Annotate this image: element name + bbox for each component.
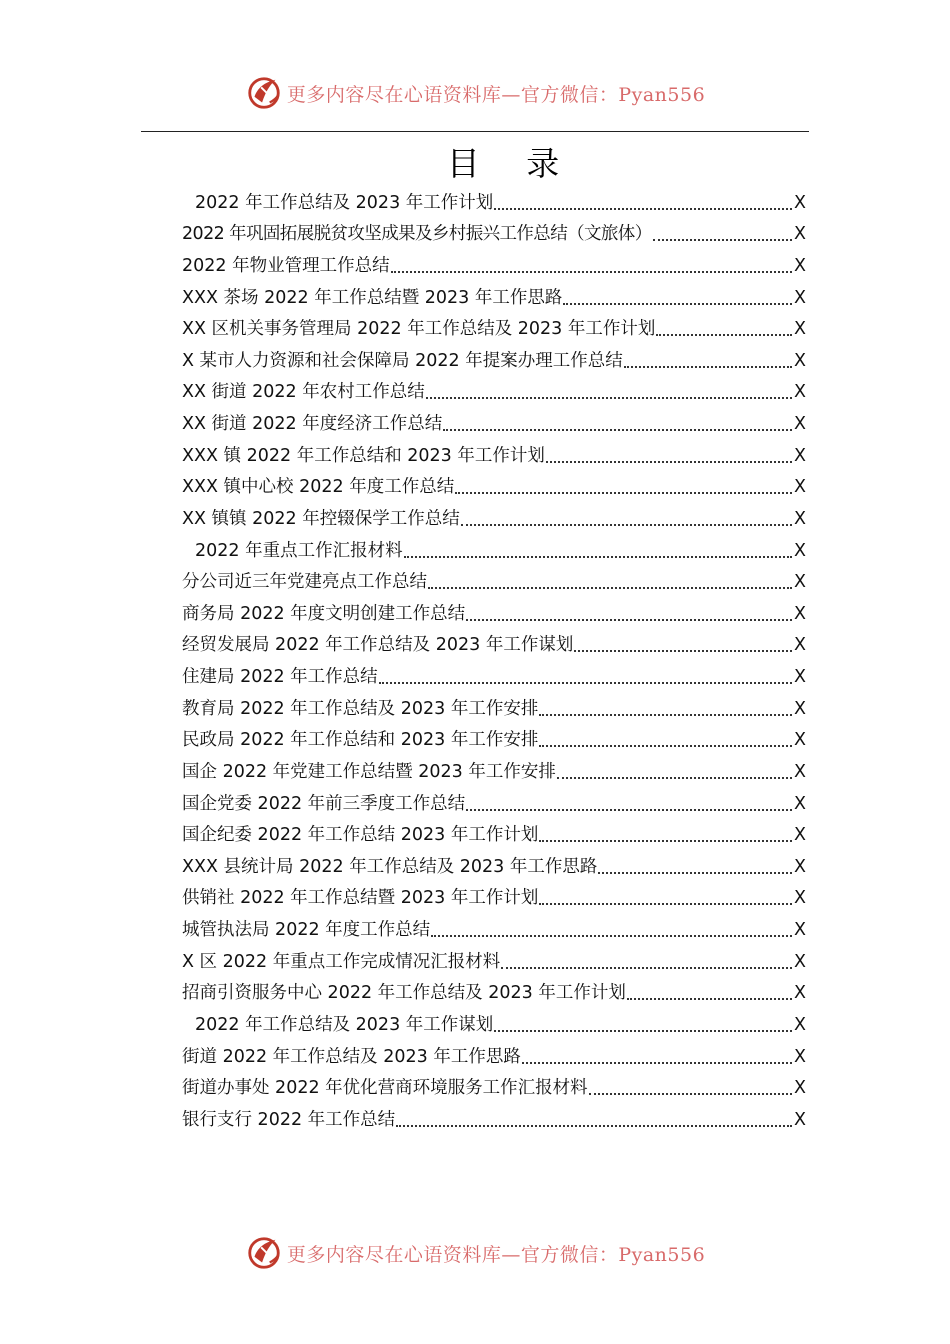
header-divider (141, 131, 809, 132)
toc-page-number: X (794, 825, 806, 846)
toc-entry-title: XXX 茶场 2022 年工作总结暨 2023 年工作思路 (182, 287, 563, 308)
toc-dot-leader (379, 682, 792, 684)
toc-entry[interactable] (182, 1041, 806, 1073)
toc-page-number: X (794, 540, 806, 561)
toc-page-number: X (794, 888, 806, 909)
toc-entry-title: 经贸发展局 2022 年工作总结及 2023 年工作谋划 (182, 635, 574, 656)
toc-entry-title: 2022 年工作总结及 2023 年工作谋划 (195, 1014, 494, 1035)
toc-dot-leader (563, 303, 792, 305)
toc-page-number: X (794, 350, 806, 371)
toc-entry[interactable] (182, 883, 806, 915)
toc-page-number: X (794, 730, 806, 751)
brand-logo-icon (245, 74, 283, 112)
toc-dot-leader (391, 271, 792, 273)
toc-entry-title: 供销社 2022 年工作总结暨 2023 年工作计划 (182, 888, 539, 909)
toc-page-number: X (794, 192, 806, 213)
footer-banner-text: 更多内容尽在心语资料库—官方微信：Pyan556 (286, 1243, 706, 1266)
toc-page-number: X (794, 920, 806, 940)
toc-dot-leader (501, 967, 792, 969)
toc-dot-leader (494, 1030, 792, 1032)
toc-entry-title: XXX 镇中心校 2022 年度工作总结 (182, 477, 455, 498)
toc-entry-title: 商务局 2022 年度文明创建工作总结 (182, 603, 466, 624)
table-of-contents (182, 187, 806, 1136)
toc-entry[interactable] (182, 946, 806, 978)
toc-page-number: X (794, 761, 806, 782)
toc-entry[interactable] (182, 914, 806, 946)
toc-dot-leader (443, 429, 792, 431)
toc-dot-leader (539, 714, 792, 716)
toc-entry-title: XXX 县统计局 2022 年工作总结及 2023 年工作思路 (182, 856, 598, 877)
toc-entry[interactable] (182, 820, 806, 852)
toc-entry-title: 国企纪委 2022 年工作总结 2023 年工作计划 (182, 825, 539, 846)
toc-dot-leader (428, 587, 792, 589)
toc-page-number: X (794, 698, 806, 719)
toc-dot-leader (589, 1093, 792, 1095)
toc-entry[interactable] (182, 630, 806, 662)
toc-entry[interactable] (182, 440, 806, 472)
toc-entry-title: 国企 2022 年党建工作总结暨 2023 年工作安排 (182, 761, 556, 782)
toc-page-number: X (794, 1078, 806, 1099)
toc-entry[interactable] (182, 851, 806, 883)
toc-entry-title: 街道 2022 年工作总结及 2023 年工作思路 (182, 1046, 521, 1067)
toc-page-number: X (794, 382, 806, 403)
toc-entry-title: XX 街道 2022 年农村工作总结 (182, 382, 425, 403)
toc-entry[interactable] (182, 219, 806, 251)
toc-dot-leader (653, 239, 792, 241)
toc-entry-title: XX 镇镇 2022 年控辍保学工作总结 (182, 508, 460, 529)
toc-entry[interactable] (182, 408, 806, 440)
toc-page-number: X (794, 1046, 806, 1067)
toc-entry-title: XXX 镇 2022 年工作总结和 2023 年工作计划 (182, 445, 545, 466)
toc-entry[interactable] (182, 788, 806, 820)
toc-dot-leader (539, 840, 792, 842)
toc-entry[interactable] (182, 1073, 806, 1105)
toc-entry[interactable] (182, 661, 806, 693)
toc-page-number: X (794, 1109, 806, 1130)
toc-entry[interactable] (182, 187, 806, 219)
toc-dot-leader (494, 208, 792, 210)
toc-entry[interactable] (182, 1104, 806, 1136)
toc-page-number: X (794, 856, 806, 877)
footer-banner (0, 1231, 950, 1275)
toc-dot-leader (624, 366, 792, 368)
toc-entry-title: 招商引资服务中心 2022 年工作总结及 2023 年工作计划 (182, 983, 626, 1004)
toc-entry-title: 2022 年巩固拓展脱贫攻坚成果及乡村振兴工作总结（文旅体） (182, 224, 652, 245)
toc-entry-title: XX 街道 2022 年度经济工作总结 (182, 414, 443, 434)
toc-entry[interactable] (182, 345, 806, 377)
toc-page-number: X (794, 1014, 806, 1035)
toc-entry[interactable] (182, 567, 806, 599)
toc-page-number: X (794, 572, 806, 593)
header-banner (0, 71, 950, 115)
toc-entry-title: X 区 2022 年重点工作完成情况汇报材料 (182, 951, 501, 972)
header-banner-text: 更多内容尽在心语资料库—官方微信：Pyan556 (286, 83, 706, 106)
toc-entry-title: 2022 年物业管理工作总结 (182, 255, 390, 276)
brand-logo-icon (245, 1234, 283, 1272)
toc-dot-leader (466, 619, 792, 621)
toc-dot-leader (574, 650, 792, 652)
toc-entry-title: 银行支行 2022 年工作总结 (182, 1109, 396, 1130)
toc-entry[interactable] (182, 1009, 806, 1041)
toc-dot-leader (522, 1062, 792, 1064)
toc-page-number: X (794, 224, 806, 245)
page-title: 目 录 (446, 144, 578, 183)
toc-dot-leader (426, 397, 792, 399)
toc-page-number: X (794, 667, 806, 687)
toc-dot-leader (557, 777, 792, 779)
toc-page-number: X (794, 445, 806, 466)
toc-page-number: X (794, 793, 806, 814)
toc-page-number: X (794, 287, 806, 308)
toc-entry-title: 民政局 2022 年工作总结和 2023 年工作安排 (182, 730, 539, 751)
toc-entry-title: X 某市人力资源和社会保障局 2022 年提案办理工作总结 (182, 350, 623, 371)
toc-dot-leader (404, 556, 792, 558)
toc-page-number: X (794, 508, 806, 529)
toc-entry[interactable] (182, 282, 806, 314)
toc-dot-leader (627, 998, 792, 1000)
toc-dot-leader (539, 903, 792, 905)
toc-entry-title: 分公司近三年党建亮点工作总结 (182, 572, 427, 593)
toc-entry-title: 国企党委 2022 年前三季度工作总结 (182, 793, 466, 814)
toc-page-number: X (794, 414, 806, 434)
toc-page-number: X (794, 603, 806, 624)
toc-entry-title: 2022 年工作总结及 2023 年工作计划 (195, 192, 494, 213)
toc-entry[interactable] (182, 503, 806, 535)
toc-entry[interactable] (182, 314, 806, 346)
toc-entry[interactable] (182, 250, 806, 282)
toc-page-number: X (794, 983, 806, 1004)
toc-entry-title: 2022 年重点工作汇报材料 (195, 540, 403, 561)
toc-entry[interactable] (182, 535, 806, 567)
toc-page-number: X (794, 319, 806, 340)
toc-entry[interactable] (182, 978, 806, 1010)
toc-page-number: X (794, 951, 806, 972)
toc-dot-leader (546, 461, 792, 463)
toc-dot-leader (396, 1125, 792, 1127)
toc-entry-title: 住建局 2022 年工作总结 (182, 667, 378, 687)
toc-entry-title: 教育局 2022 年工作总结及 2023 年工作安排 (182, 698, 539, 719)
toc-entry-title: 街道办事处 2022 年优化营商环境服务工作汇报材料 (182, 1078, 588, 1099)
toc-entry[interactable] (182, 756, 806, 788)
toc-entry[interactable] (182, 377, 806, 409)
toc-entry-title: 城管执法局 2022 年度工作总结 (182, 920, 431, 940)
toc-page-number: X (794, 255, 806, 276)
toc-page-number: X (794, 477, 806, 498)
toc-page-number: X (794, 635, 806, 656)
toc-dot-leader (466, 809, 792, 811)
toc-entry[interactable] (182, 693, 806, 725)
toc-entry[interactable] (182, 725, 806, 757)
toc-dot-leader (455, 492, 792, 494)
toc-dot-leader (598, 872, 792, 874)
toc-dot-leader (656, 334, 792, 336)
toc-entry[interactable] (182, 472, 806, 504)
toc-entry-title: XX 区机关事务管理局 2022 年工作总结及 2023 年工作计划 (182, 319, 656, 340)
toc-dot-leader (431, 935, 792, 937)
toc-entry[interactable] (182, 598, 806, 630)
toc-dot-leader (539, 745, 792, 747)
toc-dot-leader (461, 524, 792, 526)
